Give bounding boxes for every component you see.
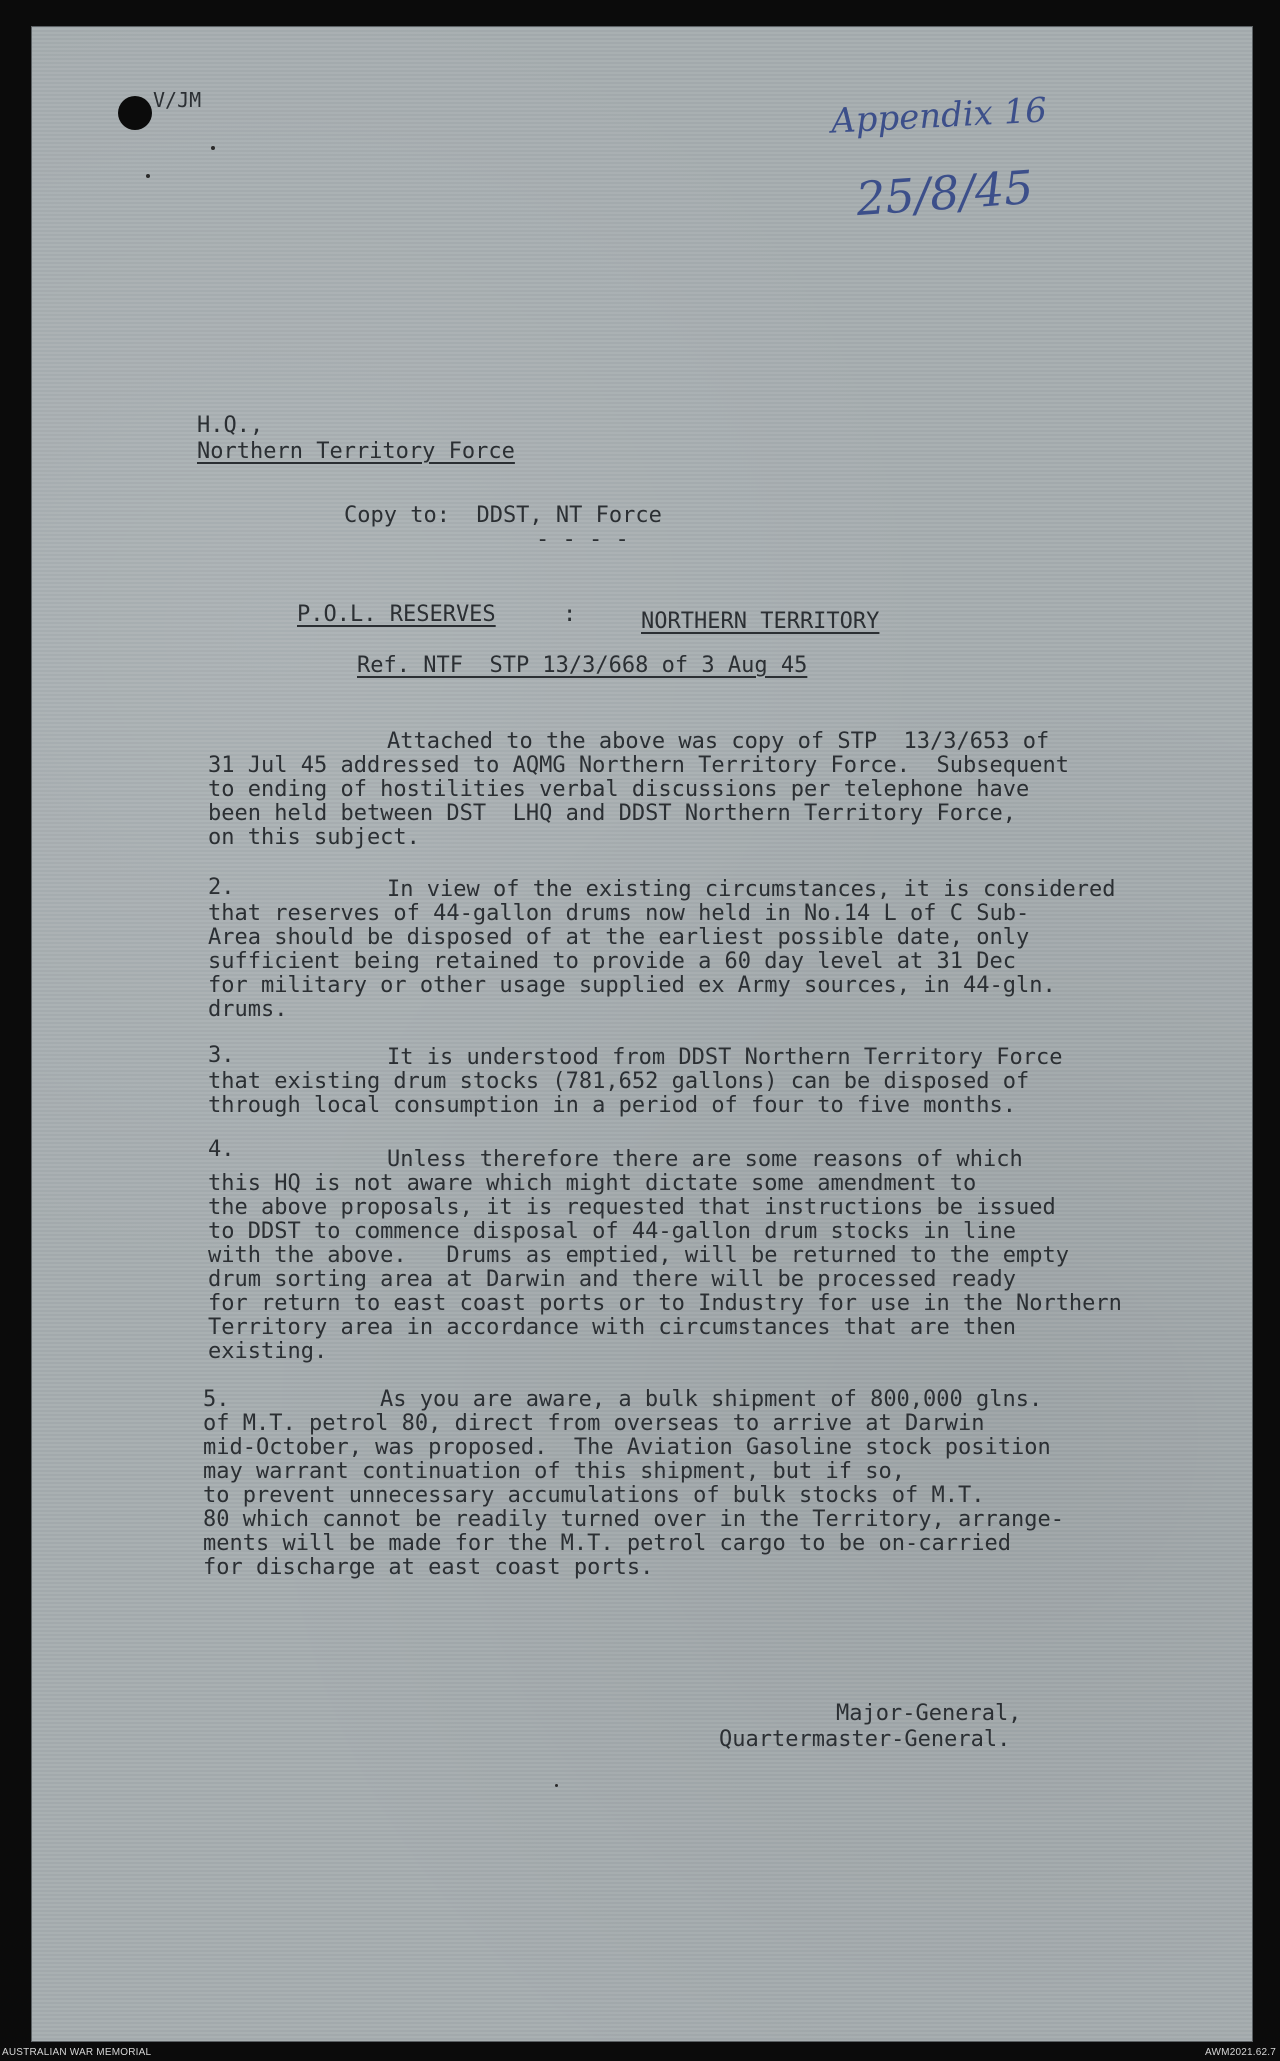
paragraph-line: drums. bbox=[208, 997, 288, 1022]
paragraph-line: that existing drum stocks (781,652 gallons) can be disposed of bbox=[208, 1069, 1030, 1094]
subject-reference: Ref. NTF STP 13/3/668 of 3 Aug 45 bbox=[357, 653, 808, 678]
paragraph-line: for military or other usage supplied ex Army sources, in 44-gln. bbox=[208, 973, 1056, 998]
paragraph-line: drum sorting area at Darwin and there will be processed ready bbox=[208, 1267, 1016, 1292]
paragraph-line: ments will be made for the M.T. petrol cargo to be on-carried bbox=[203, 1531, 1011, 1556]
paragraph-line: In view of the existing circumstances, it is considered bbox=[387, 877, 1116, 902]
paragraph-number: 4. bbox=[208, 1137, 235, 1162]
paragraph-line: mid-October, was proposed. The Aviation Gasoline stock position bbox=[203, 1435, 1051, 1460]
subject-right: NORTHERN TERRITORY bbox=[641, 609, 880, 634]
signature-title: Quartermaster-General. bbox=[719, 1727, 1011, 1752]
copy-to: Copy to: DDST, NT Force bbox=[344, 503, 662, 528]
paragraph-line: for return to east coast ports or to Industry for use in the Northern bbox=[208, 1291, 1122, 1316]
paragraph-line: to DDST to commence disposal of 44-gallon drum stocks in line bbox=[208, 1219, 1016, 1244]
paragraph-line: been held between DST LHQ and DDST Northern Territory Force, bbox=[208, 801, 1016, 826]
paragraph-line: 31 Jul 45 addressed to AQMG Northern Territory Force. Subsequent bbox=[208, 753, 1069, 778]
paragraph-line: through local consumption in a period of four to five months. bbox=[208, 1093, 1016, 1118]
handwritten-annotation: Appendix 16 bbox=[830, 90, 1048, 142]
paragraph-line: Attached to the above was copy of STP 13/3/653 of bbox=[387, 729, 1050, 754]
subject-left: P.O.L. RESERVES bbox=[297, 602, 496, 627]
paragraph-line: Unless therefore there are some reasons of which bbox=[387, 1147, 1023, 1172]
paper-fleck bbox=[211, 146, 215, 150]
paper-fleck bbox=[146, 174, 150, 178]
signature-rank: Major-General, bbox=[836, 1701, 1022, 1726]
addressee-line1: H.Q., bbox=[197, 413, 264, 438]
paragraph-line: that reserves of 44-gallon drums now held in No.14 L of C Sub- bbox=[208, 901, 1030, 926]
paragraph-line: existing. bbox=[208, 1339, 328, 1364]
paragraph-number: 2. bbox=[208, 875, 235, 900]
paragraph-line: on this subject. bbox=[208, 825, 420, 850]
paragraph-line: the above proposals, it is requested that instructions be issued bbox=[208, 1195, 1056, 1220]
paragraph-line: may warrant continuation of this shipment, but if so, bbox=[203, 1459, 905, 1484]
addressee-line2: Northern Territory Force bbox=[197, 439, 515, 464]
paragraph-line: Area should be disposed of at the earliest possible date, only bbox=[208, 925, 1030, 950]
paper-fleck bbox=[555, 1784, 558, 1787]
paragraph-line: Territory area in accordance with circumstances that are then bbox=[208, 1315, 1016, 1340]
archive-credit: AUSTRALIAN WAR MEMORIAL bbox=[2, 2047, 152, 2058]
paragraph-line: to prevent unnecessary accumulations of bulk stocks of M.T. bbox=[203, 1483, 985, 1508]
paragraph-line: for discharge at east coast ports. bbox=[203, 1555, 654, 1580]
handwritten-date: 25/8/45 bbox=[854, 159, 1036, 227]
paragraph-line: It is understood from DDST Northern Territory Force bbox=[387, 1045, 1063, 1070]
punch-hole bbox=[118, 96, 152, 130]
paragraph-number: 3. bbox=[208, 1043, 235, 1068]
paragraph-line: with the above. Drums as emptied, will be returned to the empty bbox=[208, 1243, 1069, 1268]
ref-initials: V/JM bbox=[153, 88, 202, 112]
paragraph-line: this HQ is not aware which might dictate some amendment to bbox=[208, 1171, 977, 1196]
paragraph-line: 80 which cannot be readily turned over in the Territory, arrange- bbox=[203, 1507, 1064, 1532]
paragraph-line: of M.T. petrol 80, direct from overseas to arrive at Darwin bbox=[203, 1411, 985, 1436]
paragraph-number: 5. bbox=[203, 1387, 230, 1412]
archive-item-id: AWM2021.62.7 bbox=[1205, 2047, 1276, 2058]
paragraph-line: As you are aware, a bulk shipment of 800,000 glns. bbox=[380, 1387, 1043, 1412]
paragraph-line: sufficient being retained to provide a 60 day level at 31 Dec bbox=[208, 949, 1016, 974]
subject-separator: : bbox=[563, 602, 577, 627]
paragraph-line: to ending of hostilities verbal discussions per telephone have bbox=[208, 777, 1030, 802]
document-page bbox=[31, 26, 1253, 2042]
copy-to-dashes: - - - - bbox=[536, 527, 629, 552]
